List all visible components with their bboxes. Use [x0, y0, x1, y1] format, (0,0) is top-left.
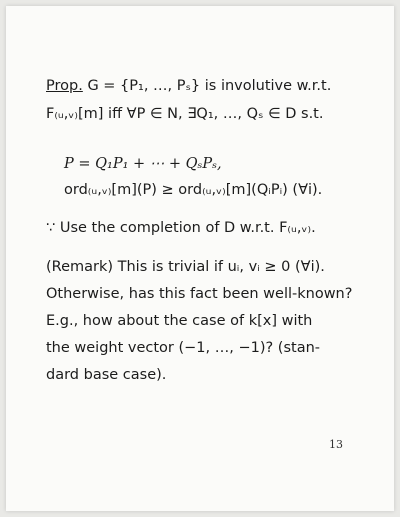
remark-line-3: E.g., how about the case of k[x] with: [46, 313, 313, 329]
proposition-statement: G = {P₁, …, Pₛ} is involutive w.r.t.: [87, 78, 332, 94]
page-number: 13: [329, 438, 343, 451]
proof-hint: ∵ Use the completion of D w.r.t. F₍ᵤ,ᵥ₎.: [46, 220, 316, 236]
prop-heading: Prop.: [46, 78, 83, 94]
equation-order-condition: ord₍ᵤ,ᵥ₎[m](P) ≥ ord₍ᵤ,ᵥ₎[m](QᵢPᵢ) (∀i).: [64, 182, 323, 198]
remark-line-1: (Remark) This is trivial if uᵢ, vᵢ ≥ 0 (∀i).: [46, 259, 325, 275]
proposition-line-1: [46, 76, 331, 96]
remark-line-4: the weight vector (−1, …, −1)? (stan-: [46, 340, 321, 356]
proposition-line-2: F₍ᵤ,ᵥ₎[m] iff ∀P ∈ N, ∃Q₁, …, Qₛ ∈ D s.t.: [46, 106, 324, 122]
equation-sum: P = Q₁P₁ + ⋯ + QₛPₛ,: [64, 156, 222, 172]
remark-line-2: Otherwise, has this fact been well-known?: [46, 286, 353, 302]
slide-page: [6, 6, 394, 511]
remark-line-5: dard base case).: [46, 367, 167, 383]
